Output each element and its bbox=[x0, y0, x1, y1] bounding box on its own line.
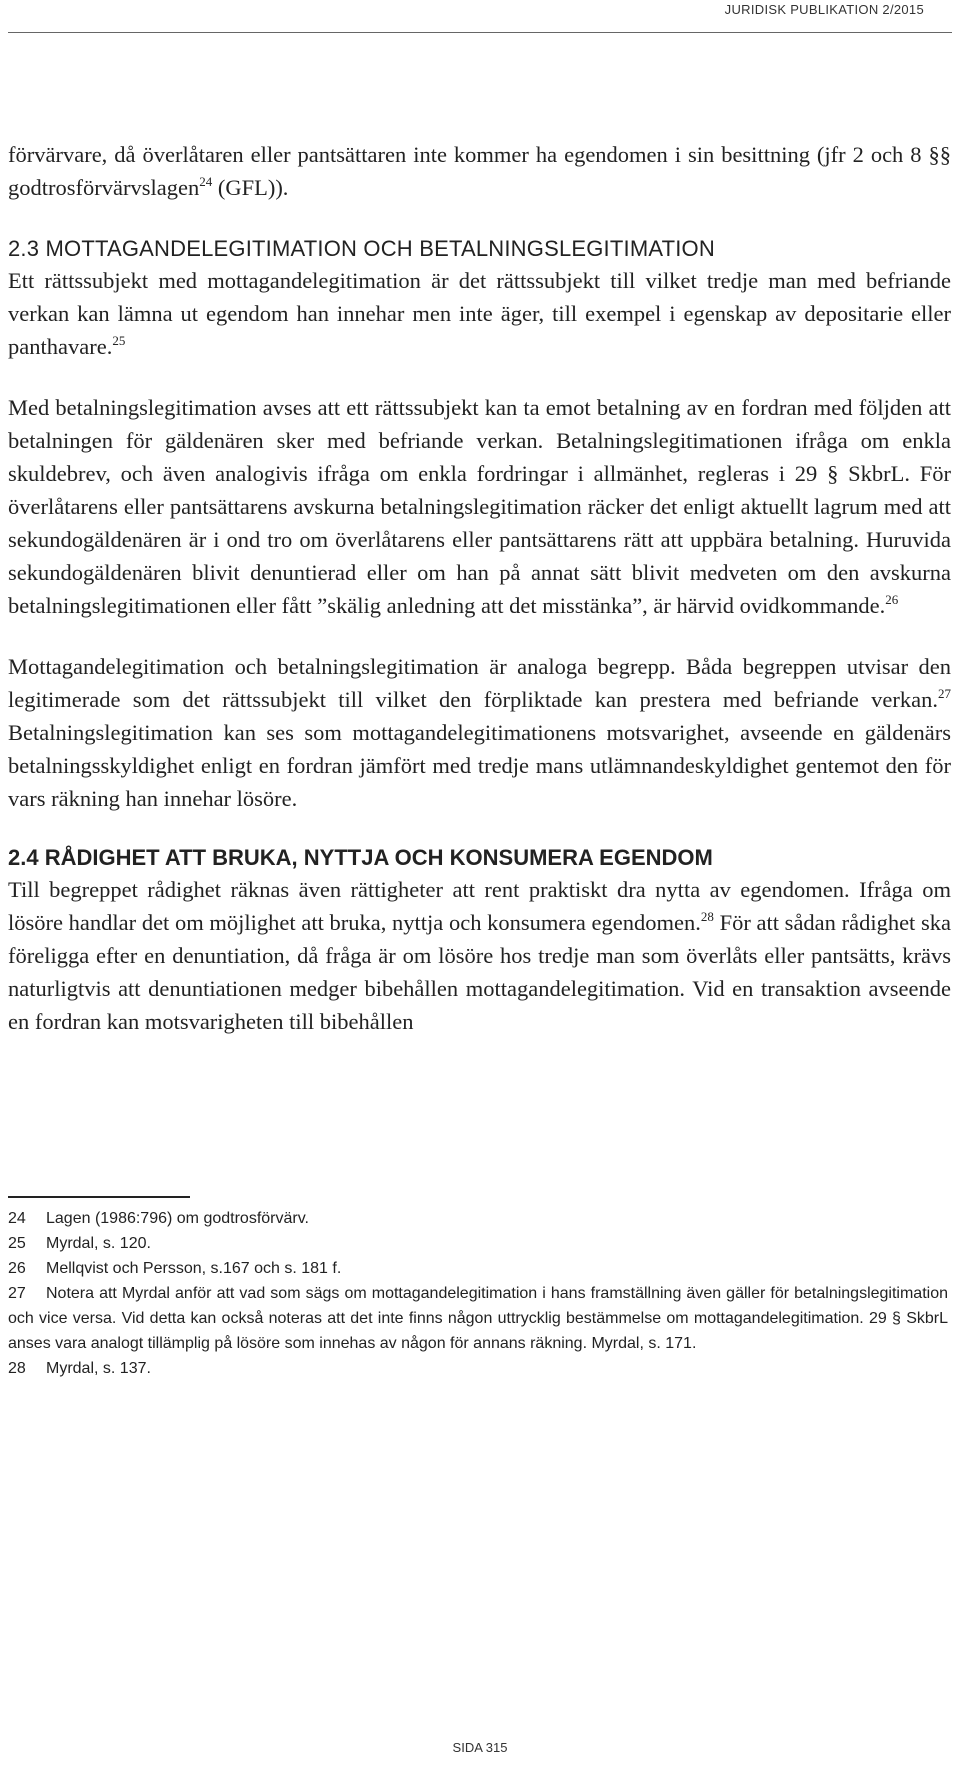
page-number: SIDA 315 bbox=[452, 1740, 508, 1755]
footnote-text: Notera att Myrdal anför att vad som sägs om mottagandelegitimation i hans framställning även gäller för betalningslegitimation och vice versa. Vid detta kan också noteras att det inte finns någon uttrycklig bestämmelse om mottagandelegitimation. 29 § SkbrL anses vara analogt tillämplig på lösöre som innehas av någon för annans räkning. Myrdal, s. 171. bbox=[8, 1285, 948, 1352]
paragraph-text: Med betalningslegitimation avses att ett rättssubjekt kan ta emot betalning av en fordran med följden att betalningen för gäldenären sker med befriande verkan. Betalningslegitimationen ifråga om enkla skuldebrev, och även analogivis ifråga om enkla fordringar i allmänhet, regleras i 29 § SkbrL. För överlåtarens eller pantsättarens avskurna betalningslegitimation räcker det enligt aktuellt lagrum med att sekundogäldenären är i ond tro om överlåtarens eller pantsättarens rätt att uppbära betalning. Huruvida sekundogäldenären blivit denuntierad eller om han på annat sätt blivit medveten om den avskurna betalningslegitimationen eller fått ”skälig anledning att det misstänka”, är härvid ovidkommande. bbox=[8, 395, 951, 618]
paragraph-text: (GFL)). bbox=[212, 175, 289, 200]
footnote-text: Lagen (1986:796) om godtrosförvärv. bbox=[46, 1210, 309, 1227]
body-paragraph bbox=[8, 264, 951, 363]
footnote-ref-24[interactable]: 24 bbox=[199, 174, 213, 189]
footnote-item bbox=[8, 1356, 948, 1381]
footnote-number: 27 bbox=[8, 1285, 26, 1302]
body-paragraph bbox=[8, 650, 951, 815]
paragraph-text: För att sådan rådighet ska föreligga efter en denuntiation, då fråga är om lösöre hos tredje man som överlåts eller pantsätts, krävs naturligtvis att denuntiationen medger bibehållen mottagandelegitimation. Vid en transaktion avseende en fordran kan motsvarigheten till bibehållen bbox=[8, 910, 951, 1034]
section-heading-2-4: 2.4 RÅDIGHET ATT BRUKA, NYTTJA OCH KONSUMERA EGENDOM bbox=[8, 845, 713, 870]
footnote-ref-26[interactable]: 26 bbox=[885, 592, 899, 607]
paragraph-text: Till begreppet rådighet räknas även rättigheter att rent praktiskt dra nytta av egendomen. Ifråga om lösöre handlar det om möjlighet att bruka, nyttja och konsumera egendomen. bbox=[8, 877, 951, 935]
paragraph-text: Betalningslegitimation kan ses som mottagandelegitimationens motsvarighet, avseende en gäldenärs betalningsskyldighet enligt en fordran jämfört med tredje mans utlämnandeskyldighet gentemot den för vars räkning han innehar lösöre. bbox=[8, 720, 951, 811]
footnote-number: 26 bbox=[8, 1260, 26, 1277]
footnotes bbox=[8, 1206, 948, 1381]
main-text bbox=[8, 138, 951, 1038]
footnote-number: 24 bbox=[8, 1210, 26, 1227]
footnote-ref-27[interactable]: 27 bbox=[938, 686, 951, 701]
running-head: JURIDISK PUBLIKATION 2/2015 bbox=[724, 2, 924, 17]
footnote-text: Myrdal, s. 120. bbox=[46, 1235, 151, 1252]
paragraph-text: Ett rättssubjekt med mottagandelegitimation är det rättssubjekt till vilket tredje man med befriande verkan kan lämna ut egendom han innehar men inte äger, till exempel i egenskap av depositarie eller panthavare. bbox=[8, 268, 951, 359]
body-paragraph bbox=[8, 873, 951, 1038]
section-heading-2-3: 2.3 MOTTAGANDELEGITIMATION OCH BETALNINGSLEGITIMATION bbox=[8, 236, 715, 261]
header-rule bbox=[8, 32, 952, 33]
footnote-item bbox=[8, 1256, 948, 1281]
footnote-number: 28 bbox=[8, 1360, 26, 1377]
footnote-number: 25 bbox=[8, 1235, 26, 1252]
footnote-text: Myrdal, s. 137. bbox=[46, 1360, 151, 1377]
footnote-text: Mellqvist och Persson, s.167 och s. 181 f. bbox=[46, 1260, 342, 1277]
footnote-ref-28[interactable]: 28 bbox=[700, 909, 714, 924]
footnote-item bbox=[8, 1206, 948, 1231]
footnote-item bbox=[8, 1231, 948, 1256]
body-paragraph bbox=[8, 391, 951, 622]
body-paragraph bbox=[8, 138, 951, 204]
footnote-item bbox=[8, 1281, 948, 1356]
footnote-ref-25[interactable]: 25 bbox=[112, 333, 126, 348]
paragraph-text: förvärvare, då överlåtaren eller pantsättaren inte kommer ha egendomen i sin besittning (jfr 2 och 8 §§ godtrosförvärvslagen bbox=[8, 142, 951, 200]
paragraph-text: Mottagandelegitimation och betalningslegitimation är analoga begrepp. Båda begreppen utvisar den legitimerade som det rättssubjekt till vilket den förpliktade kan prestera med befriande verkan. bbox=[8, 654, 951, 712]
footnote-rule bbox=[8, 1196, 190, 1198]
